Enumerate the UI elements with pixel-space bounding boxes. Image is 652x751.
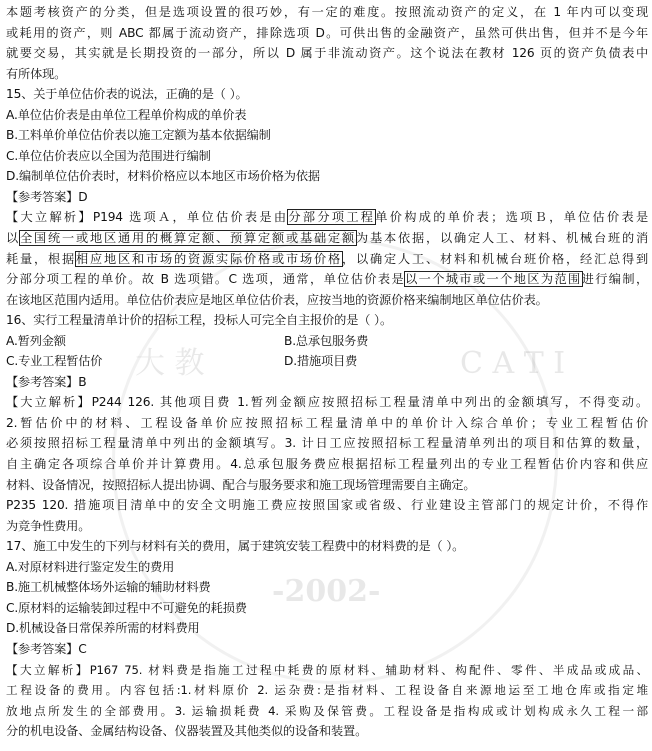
question-16-option-c: C.专业工程暂估价	[6, 354, 103, 369]
question-16-answer: 【参考答案】B	[6, 374, 87, 389]
analysis-15-line-3: 耗量，根据相应地区和市场的资源实际价格或市场价格，以确定人工、材料和机械台班价格，经汇总得到	[6, 251, 648, 266]
analysis-16-line: 2.暂估价中的材料、工程设备单价应按照招标工程量清单中的单价计入综合单价；专业工程暂估价	[6, 415, 648, 430]
question-16-stem: 16、实行工程量清单计价的招标工程，投标人可完全自主报价的是（ ）。	[6, 313, 392, 328]
question-17-answer: 【参考答案】C	[6, 641, 87, 656]
analysis-17-line: 工程设备的费用。内容包括:1.材料原价 2. 运杂费:是指材料、工程设备自来源地运至工地仓库或指定堆	[6, 683, 648, 698]
analysis-16-line: 为竞争性费用。	[6, 518, 91, 533]
analysis-16-line: 【大立解析】P244 126. 其他项目费 1.暂列金额应按照招标工程量清单中列出的金额填写，不得变动。	[6, 395, 648, 410]
highlight-box: 以一个城市或一个地区为范围	[405, 272, 582, 287]
watermark-left-text: 大 教	[135, 346, 205, 381]
text-line: 本题考核资产的分类，但是选项设置的很巧妙，有一定的难度。按照流动资产的定义，在 1 年内可以变现	[6, 5, 648, 19]
watermark-year: -2002-	[272, 574, 381, 609]
question-16-option-d: D.措施项目费	[284, 354, 358, 369]
analysis-16-line: 材料、设备情况，按照招标人提出协调、配合与服务要求和施工现场管理需要自主确定。	[6, 477, 476, 492]
analysis-15-line-2: 以全国统一或地区通用的概算定额、预算定额或基础定额为基本依据，以确定人工、材料、机械台班的消	[6, 231, 648, 246]
analysis-17-line: 放地点所发生的全部费用。3. 运输损耗费 4. 采购及保管费。工程设备是指构成或计划构成永久工程一部	[6, 703, 648, 718]
analysis-15-line-4: 分部分项工程的单价。故 B 选项错。C 选项，通常，单位估价表是以一个城市或一个地区为范围进行编制，	[6, 272, 648, 287]
text-line: 就要交易，其实就是长期投资的一部分，所以 D 属于非流动资产。这个说法在教材 126 页的资产负债表中	[6, 46, 648, 61]
question-16-options-row-2	[6, 351, 648, 372]
highlight-box: 相应地区和市场的资源实际价格或市场价格	[76, 251, 342, 266]
text-line: 有所体现。	[6, 66, 67, 81]
analysis-16-line: 必须按照招标工程量清单中列出的金额填写。3. 计日工应按照招标工程量清单列出的项目和估算的数量，	[6, 436, 648, 451]
question-16-option-a: A.暂列金额	[6, 333, 66, 348]
highlight-box: 全国统一或地区通用的概算定额、预算定额或基础定额	[20, 231, 356, 246]
question-17-option-b: B.施工机械整体场外运输的辅助材料费	[6, 580, 211, 595]
question-17-stem: 17、施工中发生的下列与材料有关的费用，属于建筑安装工程费中的材料费的是（ ）。	[6, 539, 465, 554]
analysis-17-line: 【大立解析】P167 75. 材料费是指施工过程中耗费的原材料、辅助材料、构配件、零件、半成品或成品、	[6, 662, 648, 677]
highlight-box: 分部分项工程	[288, 210, 376, 225]
question-16-option-b: B.总承包服务费	[284, 333, 369, 348]
analysis-15-line-5: 在该地区范围内适用。单位估价表应是地区单位估价表，应按当地的资源价格来编制地区单位估价表。	[6, 292, 548, 307]
question-15-option-c: C.单位估价表应以全国为范围进行编制	[6, 148, 211, 163]
question-17-option-d: D.机械设备日常保养所需的材料费用	[6, 621, 200, 636]
text-line: 或耗用的资产，则 ABC 都属于流动资产，排除选项 D。可供出售的金融资产，虽然可供出售，但并不是今年	[6, 25, 648, 40]
question-15-option-a: A.单位估价表是由单位工程单价构成的单价表	[6, 107, 247, 122]
document-page	[6, 2, 648, 742]
question-15-answer: 【参考答案】D	[6, 189, 88, 204]
analysis-16-line: P235 120. 措施项目清单中的安全文明施工费应按照国家或省级、行业建设主管部门的规定计价，不得作	[6, 498, 648, 513]
question-17-option-c: C.原材料的运输装卸过程中不可避免的耗损费	[6, 600, 247, 615]
question-15-option-d: D.编制单位估价表时，材料价格应以本地区市场价格为依据	[6, 169, 320, 184]
question-15-option-b: B.工料单价单位估价表以施工定额为基本依据编制	[6, 128, 271, 143]
analysis-15-line-1: 【大立解析】P194 选项Ａ，单位估价表是由分部分项工程单价构成的单价表；选项Ｂ，单位估价表是	[6, 210, 648, 225]
analysis-16-line: 自主确定各项综合单价并计算费用。4.总承包服务费应根据招标工程量列出的专业工程暂估价内容和供应	[6, 457, 648, 472]
question-15-stem: 15、关于单位估价表的说法，正确的是（ ）。	[6, 87, 248, 102]
question-17-option-a: A.对原材料进行鉴定发生的费用	[6, 559, 175, 574]
watermark-right-text: C A T I	[460, 346, 566, 381]
question-16-options-row-1	[6, 331, 648, 352]
analysis-17-line: 分的机电设备、金属结构设备、仪器装置及其他类似的设备和装置。	[6, 724, 368, 739]
